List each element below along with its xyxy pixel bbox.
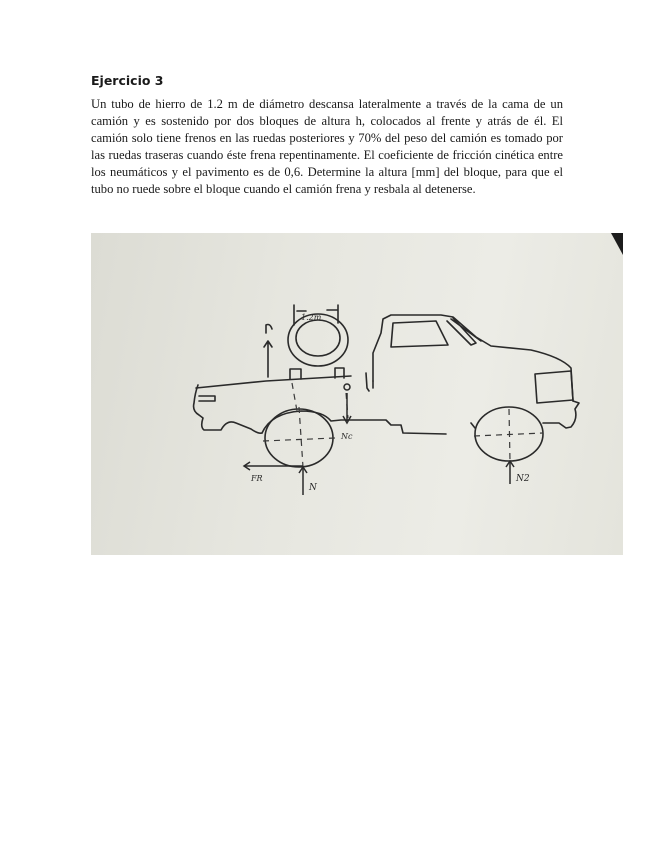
exercise-title: Ejercicio 3 [91,73,164,88]
label-friction: FR [251,474,263,483]
label-nc: Nc [341,432,353,441]
exercise-statement: Un tubo de hierro de 1.2 m de diámetro descansa lateralmente a través de la cama de un camión y es sostenido por dos bloques de altura h, colocados al frente y atrás de él. El camión solo tiene frenos en las ruedas posteriores y 70% del peso del camión es tomado por las ruedas traseras cuando éste frena repentinamente. El coeficiente de fricción cinética entre los neumáticos y el pavimento es de 0,6. Determine la altura [mm] del bloque, para que el tubo no ruede sobre el bloque cuando el camión frena y resbala al detenerse. [91,97,563,197]
label-n: N [309,483,317,493]
truck-sketch-drawing [91,233,623,555]
label-n2: N2 [516,474,530,484]
truck-sketch-photo [91,233,623,555]
label-diameter: 1.2m [301,313,322,322]
